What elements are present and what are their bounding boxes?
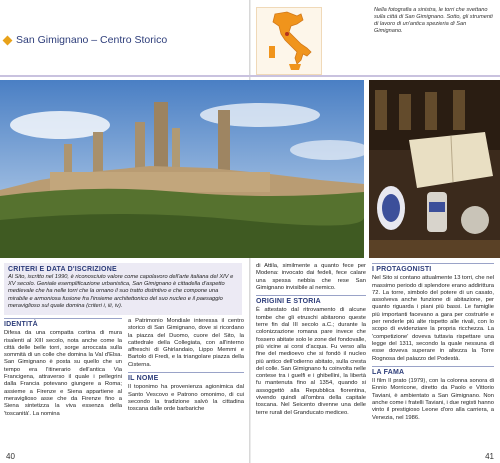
location-marker [285, 32, 289, 36]
diamond-icon [3, 35, 13, 45]
fama-title: LA FAMA [372, 366, 494, 376]
col3-text: di Attila, similmente a quanto fece per Modena: invocato dai fedeli, fece calare una spessa nebbia che rese San Gimignano invisibile al nemico. [256, 263, 366, 291]
column-nome [128, 318, 244, 414]
column-identita [4, 318, 122, 418]
criteri-title: CRITERI E DATA D'ISCRIZIONE [8, 266, 117, 273]
origini-text: È attestato dal ritrovamento di alcune tombe che gli etruschi abitarono queste terre fin dal III secolo a.C.; durante la colonizzazione romana pare invece che fossero abitate solo le zone del fondovalle, più vicine ai corsi d'acqua. Fu verso alla fine del medioevo che si fondò il nucleo più antico dell'odierno abitato, sulla cresta del colle. San Gimignano fu coinvolta nelle contese tra i guelfi e i ghibellini, la libertà fu mantenuta fino al 1354, quando si assoggettò alla Repubblica fiorentina, vivendo quindi all'ombra della capitale toscana. Nel Seicento divenne una delle terre rurali del Granducato mediceo. [256, 307, 366, 416]
header-rule [0, 75, 500, 77]
protagonisti-title: I PROTAGONISTI [372, 263, 494, 273]
criteri-text: Al Sito, iscritto nel 1990, è riconosciuto valore come capolavoro dell'arte italiana del XIV e XV secolo. Geniale esemplificazione urbanistica, San Gimignano è cittadella d'aspetto medievale che ha nelle torri che la ornano il suo tratto distintivo e che compone una mirabile e armoniosa fusione fra l'insieme architettonico del suo nucleo e il paesaggio meraviglioso sul quale domina (criteri i, iii, iv). [8, 274, 234, 309]
nome-text: Il toponimo ha provenienza agionimica dal Santo Vescovo e Patrono omonimo, di cui secondo la tradizione salvò la cittadina toscana dalle orde barbariche [128, 384, 244, 413]
column-origini [256, 263, 366, 417]
page-number-left: 40 [6, 452, 15, 461]
photo-caption: Nella fotografia a sinistra, le torri che svettano sulla città di San Gimignano. Sotto, gli strumenti di lavoro di un'antica spezieria di San Gimignano. [374, 7, 493, 34]
fama-text: Il film Il prato (1979), con la colonna sonora di Ennio Morricone, diretto da Paolo e Vittorio Taviani, è ambientato a San Gimignano. Non anche come i fratelli Taviani, i due registi hanno vinto il prestigioso Leone d'oro alla carriera, a Venezia, nel 1986. [372, 378, 494, 421]
nome-title: IL NOME [128, 372, 244, 382]
italy-map [256, 7, 322, 75]
origini-title: ORIGINI E STORIA [256, 295, 366, 305]
identita-text: Difesa da una compatta cortina di mura risalenti al XIII secolo, nota anche come la città delle belle torri, sorge arroccata sulla sommità di un colle che domina la Val d'Elsa. San Gimignano è posta su quello che un tempo era l'itinerario dell'antica Via Francigena, attraverso il quale i pellegrini dalla Francia potevano giungere a Roma; assieme a Firenze e Siena appartiene al meraviglioso asse che da Firenze fino a Siena sintetizza la viva essenza della 'toscanità'. La nomina [4, 330, 122, 417]
san-gimignano-photo [0, 80, 364, 258]
identita-title: IDENTITÀ [4, 318, 122, 328]
page-header [4, 34, 167, 46]
italy-map-icon [257, 8, 321, 74]
page-number-right: 41 [485, 452, 494, 461]
protagonisti-text: Nel Sito si contano attualmente 13 torri, che nel massimo periodo di splendore erano addirittura 72. La torre, simbolo del potere di un casato, assolveva anche funzione di abitazione, per quanto riguarda i piani più bassi. Le famiglie più importanti facevano a gara per costruirle e per renderle più alte rispetto alle rivali, con lo scopo di evidenziare la propria ricchezza. La 'competizione' doveva tuttavia rispettare una legge del 1311, secondo la quale nessuna di esse doveva superare in altezza la Torre Rognosa del palazzo del Podestà. [372, 275, 494, 362]
spezieria-photo [369, 80, 500, 258]
col2-text: a Patrimonio Mondiale interessa il centro storico di San Gimignano, dove si ricordano la piazza del Duomo, cuore del Sito, la cattedrale della Collegiata, con all'interno affreschi di Ghirlandaio, Lippo Memmi e Bartolo di Fredi, e la triangolare piazza della Cisterna. [128, 318, 244, 368]
column-protagonisti [372, 263, 494, 422]
criteri-box [4, 263, 242, 315]
page-title: San Gimignano – Centro Storico [16, 34, 168, 46]
